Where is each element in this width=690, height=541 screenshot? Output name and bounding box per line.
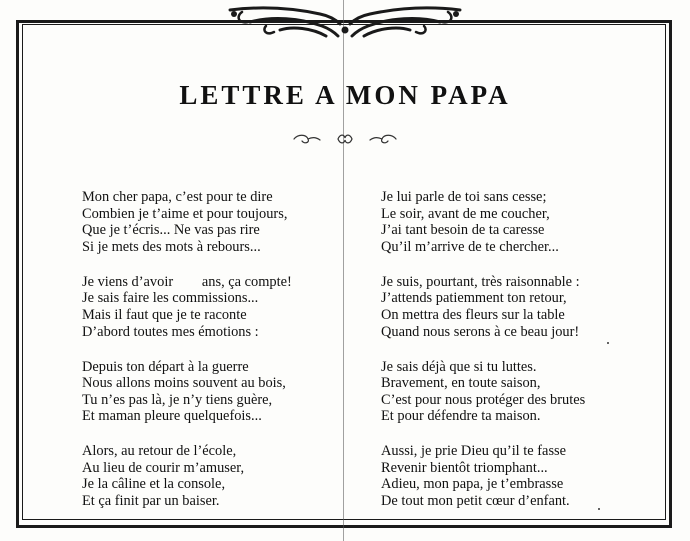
- verse-line: Nous allons moins souvent au bois,: [82, 375, 286, 392]
- verse-line: Bravement, en toute saison,: [381, 375, 541, 392]
- verse-line: Mon cher papa, c’est pour te dire: [82, 189, 273, 205]
- verse-line: J’ai tant besoin de ta caresse: [381, 222, 545, 239]
- verse-line: Et maman pleure quelquefois...: [82, 408, 262, 425]
- verse-line: Combien je t’aime et pour toujours,: [82, 205, 288, 222]
- ink-speck: [598, 508, 600, 510]
- stanza: [82, 443, 342, 509]
- stanza: [381, 189, 671, 255]
- verse-line: Revenir bientôt triomphant...: [381, 459, 548, 476]
- poem-left-column: [82, 189, 342, 528]
- verse-line: Que je t’écris... Ne vas pas rire: [82, 222, 260, 239]
- verse-line: C’est pour nous protéger des brutes: [381, 391, 586, 408]
- verse-line: Je suis, pourtant, très raisonnable :: [381, 273, 580, 290]
- verse-line: De tout mon petit cœur d’enfant.: [381, 493, 570, 510]
- verse-line: Depuis ton départ à la guerre: [82, 358, 249, 375]
- poem-right-column: [381, 189, 671, 528]
- verse-line: Je sais déjà que si tu luttes.: [381, 358, 537, 375]
- verse-line: Et pour défendre ta maison.: [381, 408, 541, 425]
- verse-line: On mettra des fleurs sur la table: [381, 306, 565, 323]
- scroll-flourish-icon: [222, 0, 468, 44]
- stanza: [381, 443, 671, 509]
- verse-line: Je lui parle de toi sans cesse;: [381, 189, 547, 205]
- verse-line: D’abord toutes mes émotions :: [82, 323, 259, 340]
- verse-line: Si je mets des mots à rebours...: [82, 238, 261, 255]
- stanza: [381, 359, 671, 425]
- scroll-divider-icon: [288, 131, 402, 147]
- verse-line: Aussi, je prie Dieu qu’il te fasse: [381, 443, 567, 460]
- verse-line: Au lieu de courir m’amuser,: [82, 459, 245, 476]
- verse-line: Adieu, mon papa, je t’embrasse: [381, 476, 564, 493]
- stanza: [381, 274, 671, 340]
- verse-line: Alors, au retour de l’école,: [82, 443, 237, 460]
- verse-line: Je la câline et la console,: [82, 476, 226, 493]
- stanza: [82, 274, 342, 340]
- verse-line: Et ça finit par un baiser.: [82, 493, 220, 510]
- verse-line: J’attends patiemment ton retour,: [381, 290, 567, 307]
- verse-line: Quand nous serons à ce beau jour!: [381, 323, 580, 340]
- ink-speck: [607, 342, 609, 344]
- verse-line: Le soir, avant de me coucher,: [381, 205, 550, 222]
- verse-line: Qu’il m’arrive de te chercher...: [381, 238, 559, 255]
- verse-line: Mais il faut que je te raconte: [82, 306, 247, 323]
- verse-line: Je viens d’avoir ans, ça compte!: [82, 273, 292, 290]
- page-title: LETTRE A MON PAPA: [179, 80, 511, 110]
- stanza: [82, 359, 342, 425]
- verse-line: Je sais faire les commissions...: [82, 290, 259, 307]
- verse-line: Tu n’es pas là, je n’y tiens guère,: [82, 391, 273, 408]
- stanza: [82, 189, 342, 255]
